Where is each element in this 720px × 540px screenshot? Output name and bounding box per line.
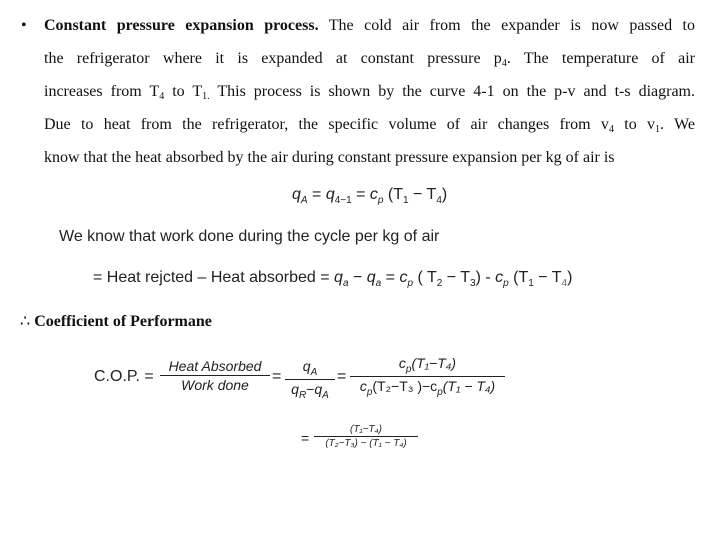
cop-frac3-denominator	[350, 378, 505, 398]
eq-text: ( T	[413, 269, 437, 286]
cop-fraction-3	[350, 355, 505, 398]
eq-symbol: q	[314, 381, 323, 397]
cop-frac3-numerator	[350, 355, 505, 375]
fraction-bar	[160, 375, 270, 376]
line3-sub2: 1.	[202, 91, 210, 102]
eq-text: − T	[533, 269, 562, 286]
cop-frac4-numerator: (T₁−T₄)	[350, 424, 382, 435]
work-equation	[93, 269, 572, 289]
line2-text: the refrigerator where it is expanded at constant pressure p	[44, 50, 502, 67]
eq-symbol: c	[398, 355, 406, 371]
cop-frac1-numerator: Heat Absorbed	[168, 358, 262, 374]
eq-symbol: q	[291, 381, 299, 397]
eq-subscript: p	[407, 278, 414, 289]
cop-fraction-1	[160, 358, 270, 393]
line4-sub2: 1	[655, 124, 661, 135]
eq-text: − T	[408, 186, 437, 203]
cop-frac2-denominator	[285, 381, 335, 401]
line4-sub1: 4	[608, 124, 614, 135]
eq-symbol: q	[334, 269, 343, 286]
paragraph-line-2	[44, 50, 695, 69]
paragraph-line-5	[44, 149, 695, 167]
eq-subscript: 4	[436, 195, 442, 206]
eq-operator: −	[306, 381, 315, 397]
eq-subscript: A	[322, 390, 329, 401]
eq-symbol: c	[369, 186, 378, 203]
line5-text: know that the heat absorbed by the air during constant pressure expansion per kg of air is	[44, 149, 615, 166]
fraction-bar	[350, 376, 505, 377]
fraction-bar	[314, 436, 418, 437]
process-title: Constant pressure expansion process.	[44, 17, 319, 34]
eq-subscript: A	[310, 367, 318, 378]
eq-symbol: c	[399, 269, 408, 286]
eq-subscript: p	[503, 278, 509, 289]
therefore-symbol: ∴	[20, 313, 31, 330]
paragraph-line-3	[44, 83, 695, 102]
line3-sub1: 4	[159, 91, 165, 102]
eq-text: )	[441, 186, 448, 203]
eq-symbol: c	[495, 269, 504, 286]
fraction-bar	[285, 379, 335, 380]
eq-text: (T₂−T₃ )−c	[372, 378, 438, 394]
cop-frac4-denominator: (T₂−T₃) − (T₁ − T₄)	[325, 438, 407, 449]
eq-text: (T₁−T₄)	[411, 355, 457, 371]
cop-frac1-denominator: Work done	[181, 377, 249, 393]
cop-equals-1: =	[272, 368, 282, 385]
eq-text: (T	[383, 186, 404, 203]
eq-symbol: c	[359, 378, 367, 394]
line4-b: to v	[613, 116, 656, 133]
eq-text: )	[567, 269, 573, 286]
cop-equals-2: =	[337, 368, 347, 385]
paragraph-line-1	[44, 17, 695, 35]
eq-operator: =	[381, 269, 400, 286]
eq-subscript: p	[405, 364, 412, 375]
line4-a: Due to heat from the refrigerator, the specific volume of air changes from v	[44, 116, 609, 133]
eq-subscript: A	[300, 195, 308, 206]
cop-fraction-2	[285, 358, 335, 401]
heat-absorbed-equation	[292, 186, 447, 206]
eq-subscript: 3	[470, 278, 476, 289]
eq-text: ) -	[475, 269, 496, 286]
line2-sub: 4	[501, 58, 507, 69]
eq-operator: =	[307, 186, 326, 203]
work-statement: We know that work done during the cycle per kg of air	[59, 228, 440, 245]
line3-c: This process is shown by the curve 4-1 on the p-v and t-s diagram.	[209, 83, 696, 100]
cop-frac2-numerator	[285, 358, 335, 378]
bullet-marker: •	[21, 17, 27, 34]
eq-text: − T	[442, 269, 470, 286]
eq-subscript: 2	[436, 278, 443, 289]
eq-subscript: p	[366, 387, 373, 398]
work-eq-text: = Heat rejcted – Heat absorbed	[93, 269, 316, 286]
eq-symbol: q	[325, 186, 335, 203]
eq-subscript: p	[377, 195, 384, 206]
eq-subscript: R	[298, 390, 307, 401]
paragraph-line-4	[44, 116, 695, 135]
eq-symbol: q	[302, 358, 311, 374]
line1-text: The cold air from the expander is now passed to	[318, 17, 695, 34]
line3-b: to T	[164, 83, 203, 100]
cop-equals-3: =	[301, 430, 310, 446]
eq-subscript: a	[375, 278, 382, 289]
eq-operator: =	[315, 269, 335, 286]
eq-subscript: 1	[403, 195, 409, 206]
eq-subscript: 4−1	[334, 195, 352, 206]
cop-label: C.O.P. =	[94, 368, 154, 385]
eq-symbol: q	[292, 186, 301, 203]
eq-text: (T	[508, 269, 529, 286]
eq-operator: −	[348, 269, 367, 286]
cop-heading-text: Coefficient of Performane	[30, 313, 212, 330]
eq-subscript: p	[437, 387, 443, 398]
eq-subscript: a	[342, 278, 349, 289]
line3-a: increases from T	[44, 83, 160, 100]
eq-operator: =	[351, 186, 370, 203]
line4-c: . We	[660, 116, 695, 133]
eq-subscript: 4	[561, 278, 568, 289]
eq-symbol: q	[366, 269, 376, 286]
cop-fraction-4	[314, 424, 418, 449]
cop-heading	[20, 311, 212, 331]
eq-text: (T₁ − T₄)	[442, 378, 496, 394]
line2-end: . The temperature of air	[506, 50, 696, 67]
eq-subscript: 1	[528, 278, 534, 289]
